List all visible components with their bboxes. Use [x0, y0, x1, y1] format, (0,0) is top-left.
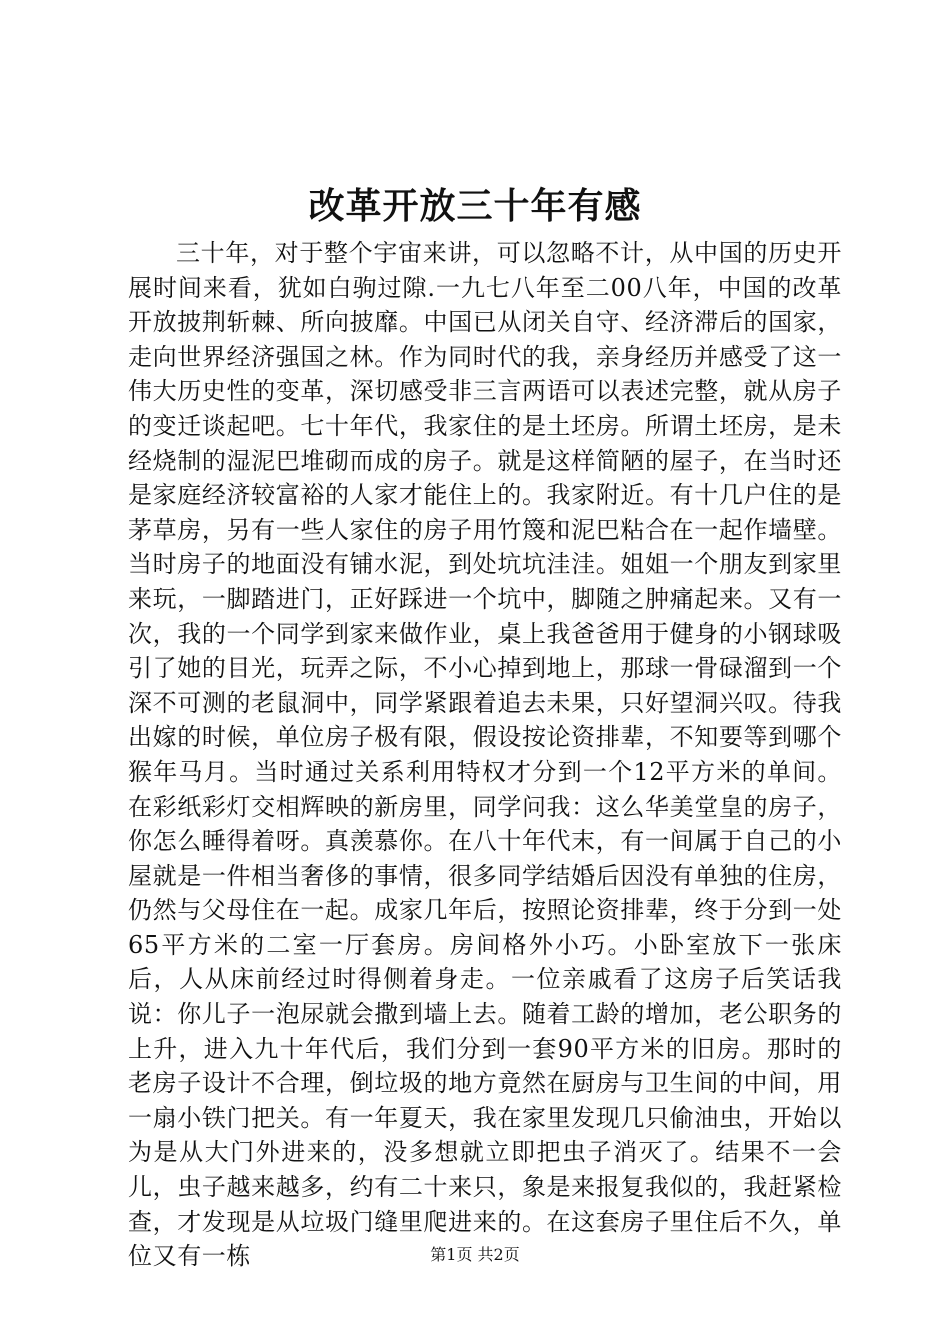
page-number-indicator: 第1页 共2页: [430, 1245, 520, 1264]
document-body-paragraph: 三十年，对于整个宇宙来讲，可以忽略不计，从中国的历史开展时间来看，犹如白驹过隙.一九七八年至二00八年，中国的改革开放披荆斩棘、所向披靡。中国已从闭关自守、经济滞后的国家，走向世界经济强国之林。作为同时代的我，亲身经历并感受了这一伟大历史性的变革，深切感受非三言两语可以表述完整，就从房子的变迁谈起吧。七十年代，我家住的是土坯房。所谓土坯房，是未经烧制的湿泥巴堆砌而成的房子。就是这样简陋的屋子，在当时还是家庭经济较富裕的人家才能住上的。我家附近。有十几户住的是茅草房，另有一些人家住的房子用竹篾和泥巴粘合在一起作墙壁。当时房子的地面没有铺水泥，到处坑坑洼洼。姐姐一个朋友到家里来玩，一脚踏进门，正好踩进一个坑中，脚随之肿痛起来。又有一次，我的一个同学到家来做作业，桌上我爸爸用于健身的小钢球吸引了她的目光，玩弄之际，不小心掉到地上，那球一骨碌溜到一个深不可测的老鼠洞中，同学紧跟着追去未果，只好望洞兴叹。待我出嫁的时候，单位房子极有限，假设按论资排辈，不知要等到哪个猴年马月。当时通过关系利用特权才分到一个12平方米的单间。在彩纸彩灯交相辉映的新房里，同学问我：这么华美堂皇的房子，你怎么睡得着呀。真羡慕你。在八十年代末，有一间属于自己的小屋就是一件相当奢侈的事情，很多同学结婚后因没有单独的住房，仍然与父母住在一起。成家几年后，按照论资排辈，终于分到一处65平方米的二室一厅套房。房间格外小巧。小卧室放下一张床后，人从床前经过时得侧着身走。一位亲戚看了这房子后笑话我说：你儿子一泡尿就会撒到墙上去。随着工龄的增加，老公职务的上升，进入九十年代后，我们分到一套90平方米的旧房。那时的老房子设计不合理，倒垃圾的地方竟然在厨房与卫生间的中间，用一扇小铁门把关。有一年夏天，我在家里发现几只偷油虫，开始以为是从大门外进来的，没多想就立即把虫子消灭了。结果不一会儿，虫子越来越多，约有二十来只，象是来报复我似的，我赶紧检查，才发现是从垃圾门缝里爬进来的。在这套房子里住后不久，单位又有一栋: [128, 239, 842, 1271]
document-title: 改革开放三十年有感: [308, 185, 642, 227]
